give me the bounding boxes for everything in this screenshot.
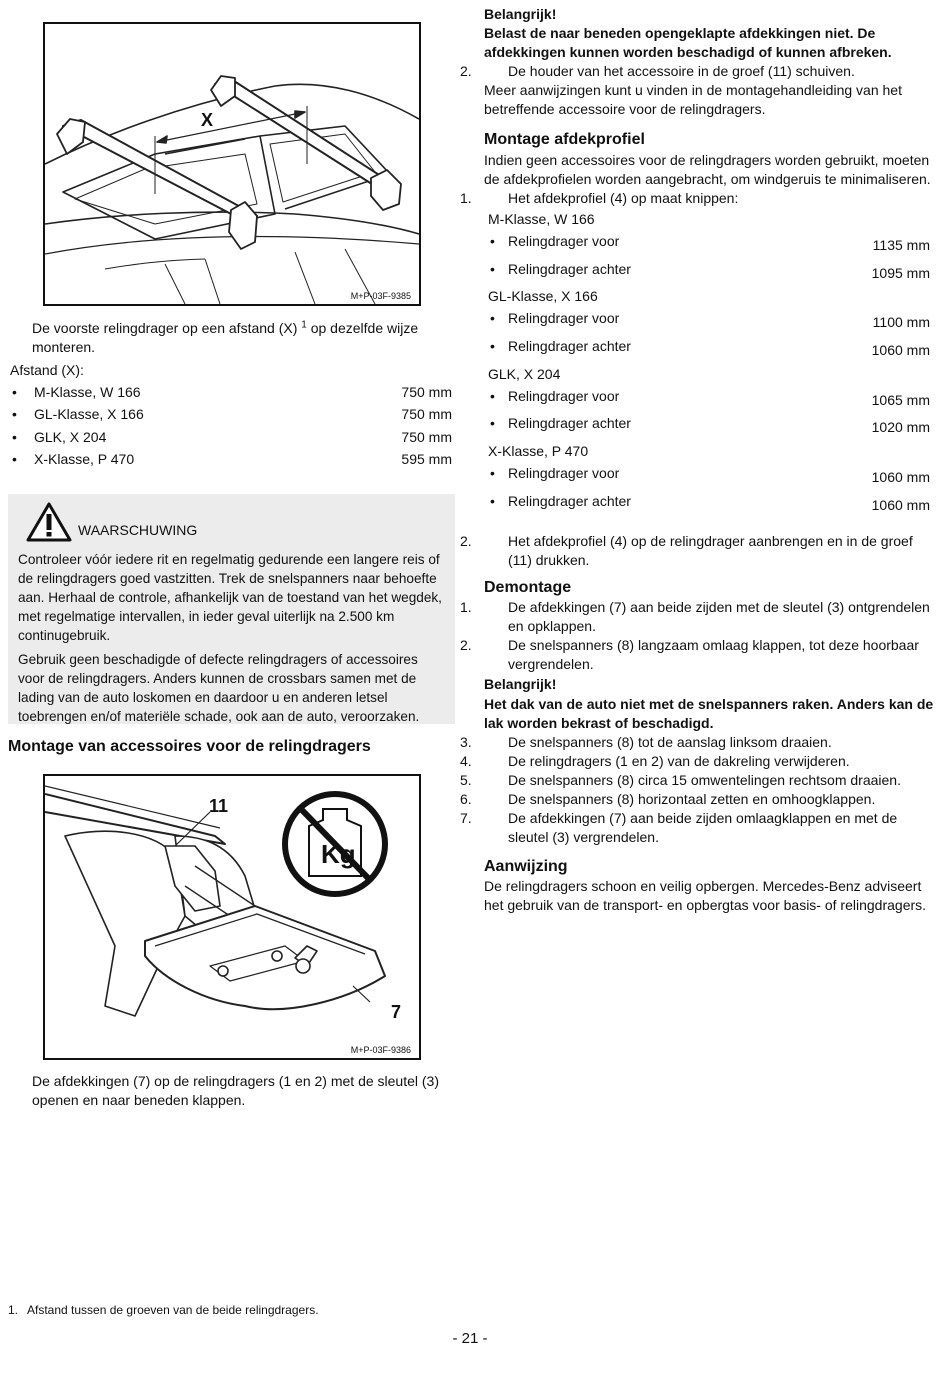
callout-11: 11 [209,796,229,816]
important-title-1: Belangrijk! [484,6,557,22]
accessory-mount-illustration [45,776,419,1058]
section-title-note: Aanwijzing [484,858,568,875]
demontage-step: 2. De snelspanners (8) langzaam omlaag klappen, tot deze hoorbaar vergrendelen. [460,637,919,672]
distance-item: • X-Klasse, P 470 595 mm [12,450,452,467]
footnote-text: Afstand tussen de groeven van de beide relingdragers. [27,1303,319,1317]
figure-label-x: X [201,110,214,130]
more-info: Meer aanwijzingen kunt u vinden in de montagehandleiding van het betreffende accessoire voor de relingdragers. [484,82,902,117]
figure-code: M+P-03F-9386 [350,1045,411,1055]
note-text: De relingdragers schoon en veilig opbergen. Mercedes-Benz adviseert het gebruik van de transport- en opbergtas voor basis- of relingdragers. [484,878,927,913]
important-text-1: Belast de naar beneden opengeklapte afdekkingen niet. De afdekkingen kunnen worden beschadigd of kunnen afbreken. [484,25,892,60]
section-title-accessories: Montage van accessoires voor de relingdragers [8,738,371,755]
distance-label: Afstand (X): [10,362,84,378]
length-front: • Relingdrager voor 1060 mm [490,465,930,486]
callout-7: 7 [391,1002,402,1022]
model-name: GL-Klasse, X 166 [488,288,598,305]
step-number [8,1072,32,1091]
model-name: X-Klasse, P 470 [488,443,589,460]
demontage-block [460,598,934,847]
demontage-step: 5. De snelspanners (8) circa 15 omwentelingen rechtsom draaien. [460,772,901,788]
important-title-2: Belangrijk! [484,676,557,692]
section-title-demontage: Demontage [484,579,572,596]
profile-step-1: 1. Het afdekprofiel (4) op maat knippen: [460,190,739,206]
figure-roof-bars [43,22,421,306]
length-front: • Relingdrager voor 1100 mm [490,310,930,331]
step-text: De afdekkingen (7) op de relingdragers (1 en 2) met de sleutel (3) openen en naar beneden klappen. [32,1073,439,1108]
step-number [8,319,32,338]
figure-accessory-mount [43,774,421,1060]
distance-item: • GL-Klasse, X 166 750 mm [12,406,452,423]
distance-item: • M-Klasse, W 166 750 mm [12,384,452,400]
profile-intro-block [460,151,936,208]
distance-list [10,361,452,472]
profile-intro: Indien geen accessoires voor de relingdragers worden gebruikt, moeten de afdekprofielen worden aangebracht, om windgeruis te minimaliseren. [484,152,931,187]
footnote-ref: 1 [301,319,307,331]
right-top-block [460,5,932,119]
demontage-step: 7. De afdekkingen (7) aan beide zijden omlaagklappen en met de sleutel (3) vergrendelen. [460,810,898,845]
figure-code: M+P-03F-9385 [350,291,411,301]
model-name: M-Klasse, W 166 [488,211,595,227]
section-title-profile: Montage afdekprofiel [484,131,645,148]
footnote [8,1302,319,1318]
step-1-open-covers [8,1072,453,1110]
length-rear: • Relingdrager achter 1020 mm [490,415,930,436]
page-number: - 21 - [452,1330,488,1347]
demontage-step: 6. De snelspanners (8) horizontaal zetten en omhoogklappen. [460,791,876,807]
step-9 [8,319,453,357]
weight-label: Kg [321,839,356,869]
warning-title: WAARSCHUWING [78,522,198,538]
demontage-step: 3. De snelspanners (8) tot de aanslag linksom draaien. [460,734,832,750]
length-front: • Relingdrager voor 1135 mm [490,233,930,253]
warning-paragraph-1: Controleer vóór iedere rit en regelmatig gedurende een langere reis of de relingdragers goed vastzitten. Trek de snelspanners naar behoefte aan. Herhaal de controle, afhankelijk van de toestand van het wegdek, met regelmatige intervallen, in ieder geval uiterlijk na 2.500 km continugebruik. [18,552,442,643]
model-length-list [484,210,930,520]
demontage-step: 4. De relingdragers (1 en 2) van de dakreling verwijderen. [460,753,850,769]
footnote-number: 1. [8,1303,19,1317]
warning-paragraph-2: Gebruik geen beschadigde of defecte relingdragers of accessoires voor de relingdragers. Anders kunnen de crossbars samen met de lading van de auto loskomen en daardoor u en anderen letsel toebrengen en/of materiële schade, ook aan de auto, veroorzaken. [18,652,420,724]
step-text-after: op dezelfde wijze monteren. [32,320,419,355]
length-rear: • Relingdrager achter 1095 mm [490,260,930,281]
length-front: • Relingdrager voor 1065 mm [490,387,930,408]
step-2-slide-holder: 2. De houder van het accessoire in de groef (11) schuiven. [460,63,855,79]
length-rear: • Relingdrager achter 1060 mm [490,492,930,513]
distance-item: • GLK, X 204 750 mm [12,428,452,445]
length-rear: • Relingdrager achter 1060 mm [490,338,930,359]
step-text: De voorste relingdrager op een afstand (X) [32,320,298,336]
important-text-2: Het dak van de auto niet met de snelspanners raken. Anders kan de lak worden bekrast of beschadigd. [484,696,934,731]
warning-triangle-icon [26,502,72,542]
demontage-step: 1. De afdekkingen (7) aan beide zijden met de sleutel (3) ontgrendelen en opklappen. [460,599,930,634]
warning-header [26,502,445,542]
model-name: GLK, X 204 [488,365,561,382]
warning-box [8,494,455,724]
roof-bars-illustration [45,24,419,304]
profile-step-2: 2. Het afdekprofiel (4) op de relingdrager aanbrengen en in de groef (11) drukken. [460,533,913,568]
